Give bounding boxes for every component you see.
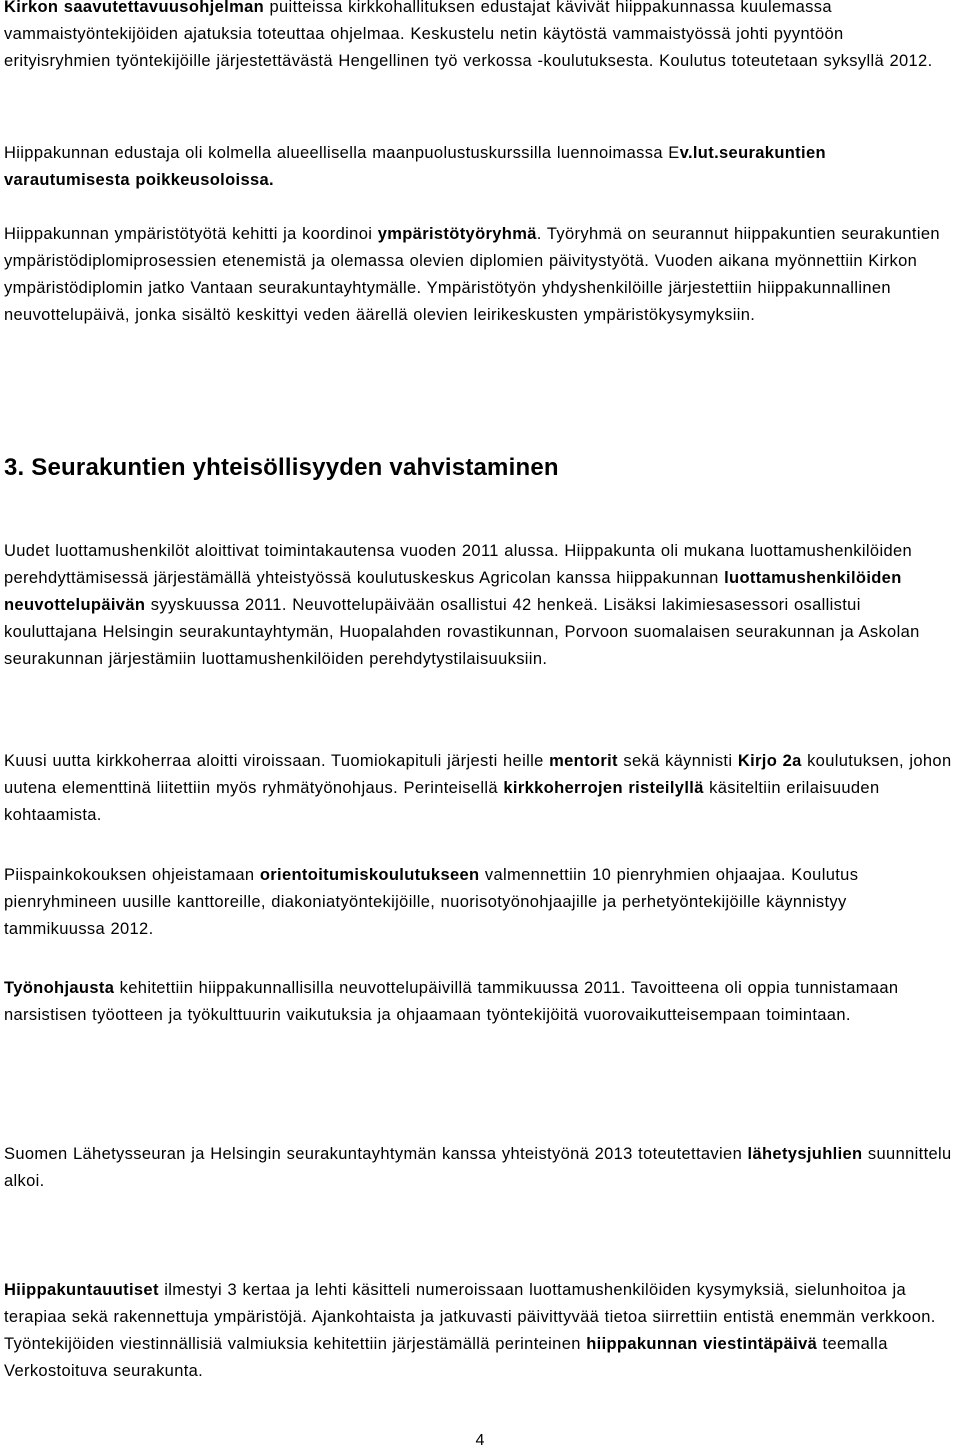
bold-term: Kirkon saavutettavuusohjelman xyxy=(4,0,265,16)
paragraph-text: Kuusi uutta kirkkoherraa aloitti viroissaan. Tuomiokapituli järjesti heille xyxy=(4,752,550,770)
bold-term: orientoitumiskoulutukseen xyxy=(259,866,480,884)
section-heading: 3. Seurakuntien yhteisöllisyyden vahvistaminen xyxy=(4,454,559,481)
bold-term: Hiippakuntauutiset xyxy=(4,1281,159,1299)
bold-term: Työnohjausta xyxy=(4,979,115,997)
bold-term: lähetysjuhlien xyxy=(747,1145,863,1163)
paragraph-text: . Työryhmä on seurannut hiippakuntien seurakuntien ympäristödiplomiprosessien etenemistä ja olemassa olevien diplomien päivitystyötä. Vuoden aikana myönnettiin Kirkon ympäristödiplomin jatko Vantaan seurakuntayhtymälle. Ympäristötyön yhdyshenkilöille järjestettiin hiippakunnallinen neuvottelupäivä, jonka sisältö keskittyi veden äärellä olevien leirikeskusten ympäristökysymyksiin. xyxy=(4,225,940,324)
paragraph-text: syyskuussa 2011. Neuvottelupäivään osallistui 42 henkeä. Lisäksi lakimiesasessori osallistui kouluttajana Helsingin seurakuntayhtymän, Huopalahden rovastikunnan, Porvoon suomalaisen seurakunnan ja Askolan seurakunnan järjestämiin luottamushenkilöiden perehdytystilaisuuksiin. xyxy=(4,596,920,668)
paragraph-vicars xyxy=(4,748,952,829)
bold-term: v.lut.seurakuntien varautumisesta poikkeusoloissa. xyxy=(4,144,826,189)
paragraph-text: Hiippakunnan edustaja oli kolmella alueellisella maanpuolustuskurssilla luennoimassa E xyxy=(4,144,680,162)
paragraph-environment xyxy=(4,221,952,329)
paragraph-text: Hiippakunnan ympäristötyötä kehitti ja koordinoi xyxy=(4,225,378,243)
paragraph-text: teemalla Verkostoituva seurakunta. xyxy=(4,1335,888,1380)
paragraph-trustees xyxy=(4,538,952,673)
bold-term: hiippakunnan viestintäpäivä xyxy=(586,1335,818,1353)
bold-term: ympäristötyöryhmä xyxy=(377,225,537,243)
page-number: 4 xyxy=(475,1432,485,1449)
paragraph-text: Uudet luottamushenkilöt aloittivat toimintakautensa vuoden 2011 alussa. Hiippakunta oli mukana luottamushenkilöiden perehdyttämisessä järjestämällä yhteistyössä koulutuskeskus Agricolan kanssa hiippakunnan xyxy=(4,542,913,587)
paragraph-text: Piispainkokouksen ohjeistamaan xyxy=(4,866,260,884)
paragraph-text: valmennettiin 10 pienryhmien ohjaajaa. Koulutus pienryhmineen uusille kanttoreille, diakoniatyöntekijöille, nuorisotyönohjaajille ja perhetyöntekijöille käynnistyy tammikuussa 2012. xyxy=(4,866,859,938)
paragraph-text: puitteissa kirkkohallituksen edustajat kävivät hiippakunnassa kuulemassa vammaistyöntekijöiden ajatuksia toteuttaa ohjelmaa. Keskustelu netin käytöstä vammaistyössä johti pyyntöön erityisryhmien työntekijöille järjestettävästä Hengellinen työ verkossa -koulutuksesta. Koulutus toteutetaan syksyllä 2012. xyxy=(4,0,933,70)
paragraph-text: sekä käynnisti xyxy=(617,752,738,770)
paragraph-text: käsiteltiin erilaisuuden kohtaamista. xyxy=(4,779,880,824)
paragraph-text: ilmestyi 3 kertaa ja lehti käsitteli numeroissaan luottamushenkilöiden kysymyksiä, sielunhoitoa ja terapiaa sekä rakennettuja ympäristöjä. Ajankohtaista ja jatkuvasti päivittyvää tietoa siirrettiin entistä enemmän verkkoon. Työntekijöiden viestinnällisiä valmiuksia kehitettiin järjestämällä perinteinen xyxy=(4,1281,936,1353)
paragraph-text: koulutuksen, johon uutena elementtinä liitettiin myös ryhmätyönohjaus. Perinteisellä xyxy=(4,752,952,797)
bold-term: Kirjo 2a xyxy=(737,752,802,770)
paragraph-defence-course xyxy=(4,140,952,194)
paragraph-diocese-news xyxy=(4,1277,952,1385)
paragraph-text: Suomen Lähetysseuran ja Helsingin seurakuntayhtymän kanssa yhteistyönä 2013 toteutettavien xyxy=(4,1145,748,1163)
bold-term: luottamushenkilöiden neuvottelupäivän xyxy=(4,569,902,614)
paragraph-orientation xyxy=(4,862,952,943)
paragraph-accessibility xyxy=(4,0,952,75)
bold-term: kirkkoherrojen risteilyllä xyxy=(503,779,704,797)
paragraph-supervision xyxy=(4,975,952,1029)
paragraph-mission-festival xyxy=(4,1141,952,1195)
paragraph-text: kehitettiin hiippakunnallisilla neuvottelupäivillä tammikuussa 2011. Tavoitteena oli oppia tunnistamaan narsistisen työotteen ja työkulttuurin vaikutuksia ja ohjaamaan työntekijöitä vuorovaikutteisempaan toimintaan. xyxy=(4,979,899,1024)
paragraph-text: suunnittelu alkoi. xyxy=(4,1145,952,1190)
bold-term: mentorit xyxy=(549,752,618,770)
